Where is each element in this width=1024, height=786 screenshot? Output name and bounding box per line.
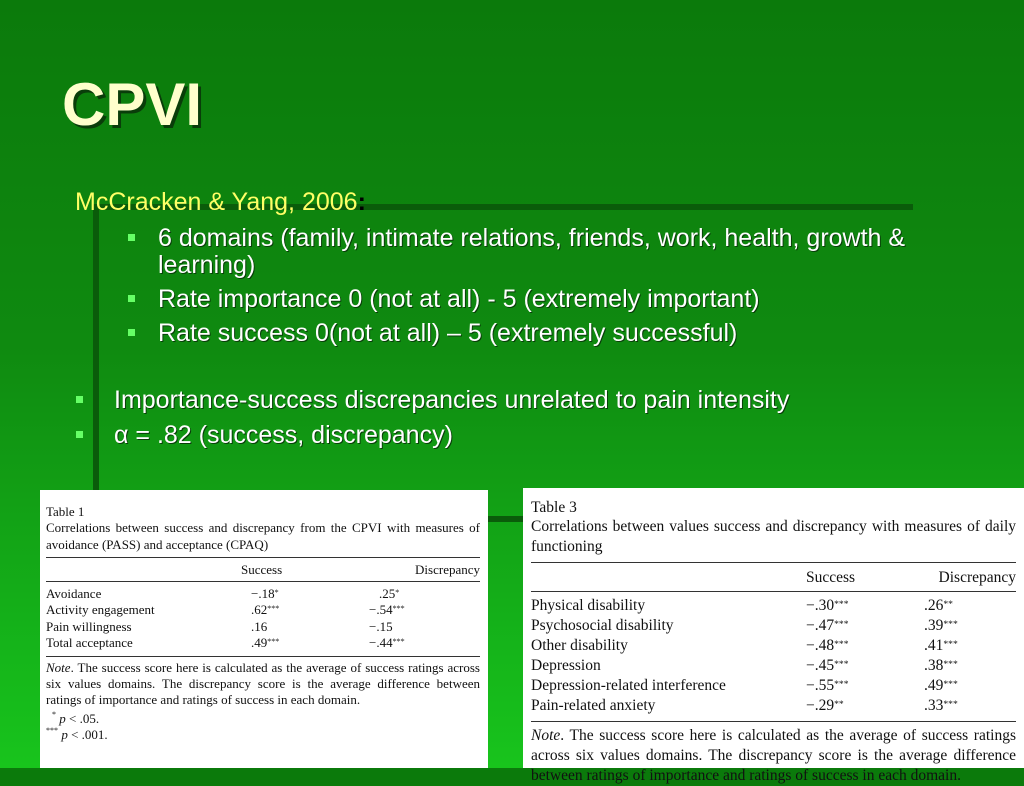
significance-mark: ***	[267, 637, 280, 647]
significance-mark: ***	[834, 639, 849, 651]
significance-mark: *	[274, 587, 279, 597]
discrepancy-cell	[924, 696, 1016, 716]
success-cell	[251, 619, 369, 636]
table-1-note	[46, 660, 480, 709]
citation-heading	[75, 188, 366, 217]
table-row	[46, 635, 480, 652]
significance-mark: ***	[834, 659, 849, 671]
footnote-text: < .05.	[65, 710, 100, 726]
discrepancy-value: .41	[924, 637, 944, 655]
discrepancy-value: .38	[924, 657, 944, 675]
success-cell	[806, 676, 924, 696]
table-header-cell: Discrepancy	[415, 561, 480, 577]
success-value: −.45	[806, 657, 835, 675]
significance-mark: ***	[943, 679, 958, 691]
sub-bullet-text: 6 domains (family, intimate relations, friends, work, health, growth & learning)	[158, 224, 906, 279]
significance-mark: ***	[834, 599, 849, 611]
significance-mark: ***	[943, 699, 958, 711]
success-value: .49	[251, 635, 268, 651]
sub-bullet-item	[128, 225, 908, 279]
discrepancy-cell	[924, 636, 1016, 656]
success-cell	[806, 656, 924, 676]
discrepancy-value: .33	[924, 697, 944, 715]
discrepancy-value: .26	[924, 597, 944, 615]
note-label: Note	[46, 659, 71, 675]
significance-mark: ***	[943, 639, 958, 651]
discrepancy-cell	[369, 619, 480, 636]
sub-bullet-item	[128, 286, 908, 313]
table-1-data	[46, 558, 480, 578]
square-bullet-icon	[128, 329, 135, 336]
table-row	[46, 602, 480, 619]
note-label: Note	[531, 727, 561, 745]
square-bullet-icon	[76, 396, 83, 403]
row-label: Other disability	[531, 637, 628, 655]
footnote-p: p	[59, 710, 66, 726]
table-row	[531, 656, 1016, 676]
discrepancy-cell	[369, 635, 480, 652]
success-value: .62	[251, 602, 268, 618]
citation-colon: :	[357, 188, 366, 216]
discrepancy-cell	[924, 656, 1016, 676]
success-cell	[251, 635, 369, 652]
square-bullet-icon	[76, 431, 83, 438]
table-row	[46, 619, 480, 636]
main-bullet-item	[76, 422, 936, 449]
success-cell	[251, 586, 369, 603]
table-row	[531, 696, 1016, 716]
table-header-cell	[46, 558, 241, 578]
table-rule	[46, 656, 480, 657]
success-cell	[806, 696, 924, 716]
footnote-mark: ***	[46, 725, 59, 735]
sub-bullet-list	[128, 225, 908, 354]
success-cell	[806, 596, 924, 616]
discrepancy-cell	[924, 676, 1016, 696]
significance-mark: *	[395, 587, 400, 597]
row-label: Pain-related anxiety	[531, 697, 656, 715]
significance-mark: ***	[392, 604, 405, 614]
discrepancy-value: −.44	[369, 635, 393, 651]
significance-mark: ***	[267, 604, 280, 614]
table-3-image	[523, 488, 1024, 785]
discrepancy-value: −.54	[369, 602, 393, 618]
table-header-row	[531, 563, 1016, 587]
discrepancy-value: .39	[924, 617, 944, 635]
discrepancy-value: −.15	[369, 618, 393, 634]
row-label: Physical disability	[531, 597, 646, 615]
table-header-cell: Discrepancy	[938, 569, 1016, 587]
slide-title: CPVI	[62, 71, 203, 138]
success-cell	[251, 602, 369, 619]
table-1-body	[46, 586, 480, 652]
footnote-mark: *	[52, 709, 57, 719]
table-header-row	[46, 558, 480, 578]
success-cell	[806, 616, 924, 636]
square-bullet-icon	[128, 234, 135, 241]
significance-mark: ***	[392, 637, 405, 647]
table-3-label: Table 3	[531, 499, 577, 516]
significance-mark: ***	[943, 619, 958, 631]
table-rule	[46, 581, 480, 582]
discrepancy-cell	[369, 602, 480, 619]
main-bullet-item	[76, 387, 936, 414]
note-text: . The success score here is calculated as the average of success ratings across six values domains. The discrepancy score is the average difference between ratings of importance and ratings of success in each domain.	[46, 659, 480, 708]
row-label: Psychosocial disability	[531, 617, 674, 635]
table-1-caption: Correlations between success and discrepancy from the CPVI with measures of avoidance (PASS) and acceptance (CPAQ)	[46, 520, 480, 552]
row-label: Depression-related interference	[531, 677, 726, 695]
table-3-body	[531, 596, 1016, 716]
footnote-text: < .001.	[67, 726, 108, 742]
table-1-image	[40, 490, 488, 768]
table-header-cell: Success	[806, 569, 856, 587]
main-bullet-list	[76, 387, 936, 457]
table-3-data	[531, 563, 1016, 587]
table-row	[531, 676, 1016, 696]
table-rule	[531, 591, 1016, 592]
significance-mark: ***	[834, 619, 849, 631]
row-label: Activity engagement	[46, 602, 155, 618]
table-header-cell: Success	[241, 561, 283, 577]
success-value: .16	[251, 618, 268, 634]
success-value: −.47	[806, 617, 835, 635]
square-bullet-icon	[128, 295, 135, 302]
table-3-note	[531, 726, 1016, 786]
significance-mark: ***	[834, 679, 849, 691]
table-3-caption: Correlations between values success and discrepancy with measures of daily functioning	[531, 518, 1016, 555]
discrepancy-value: .25	[379, 585, 396, 601]
sub-bullet-item	[128, 320, 908, 347]
discrepancy-value: .49	[924, 677, 944, 695]
footnote-p: p	[61, 726, 68, 742]
significance-mark: ***	[943, 659, 958, 671]
success-value: −.55	[806, 677, 835, 695]
success-value: −.29	[806, 697, 835, 715]
table-rule	[531, 721, 1016, 722]
discrepancy-cell	[369, 586, 480, 603]
table-row	[531, 596, 1016, 616]
table-header-cell	[531, 563, 806, 587]
success-cell	[806, 636, 924, 656]
discrepancy-cell	[924, 596, 1016, 616]
success-value: −.18	[251, 585, 275, 601]
discrepancy-cell	[924, 616, 1016, 636]
significance-mark: **	[834, 699, 844, 711]
note-text: . The success score here is calculated as the average of success ratings across six values domains. The discrepancy score is the average difference between ratings of importance and ratings of success in each domain.	[531, 727, 1016, 785]
success-value: −.48	[806, 637, 835, 655]
table-row	[46, 586, 480, 603]
sub-bullet-text: Rate importance 0 (not at all) - 5 (extremely important)	[158, 285, 760, 313]
row-label: Depression	[531, 657, 601, 675]
table-1-label: Table 1	[46, 504, 85, 519]
row-label: Avoidance	[46, 585, 102, 601]
sub-bullet-text: Rate success 0(not at all) – 5 (extremely successful)	[158, 319, 738, 347]
footnote	[46, 711, 480, 727]
main-bullet-text: Importance-success discrepancies unrelated to pain intensity	[114, 386, 790, 414]
row-label: Pain willingness	[46, 618, 132, 634]
success-value: −.30	[806, 597, 835, 615]
significance-mark: **	[943, 599, 953, 611]
citation-text: McCracken & Yang, 2006	[75, 188, 358, 216]
row-label: Total acceptance	[46, 635, 133, 651]
footnote	[46, 727, 480, 743]
main-bullet-text: α = .82 (success, discrepancy)	[114, 421, 453, 449]
decorative-connector-bar	[486, 516, 526, 522]
table-row	[531, 616, 1016, 636]
table-row	[531, 636, 1016, 656]
